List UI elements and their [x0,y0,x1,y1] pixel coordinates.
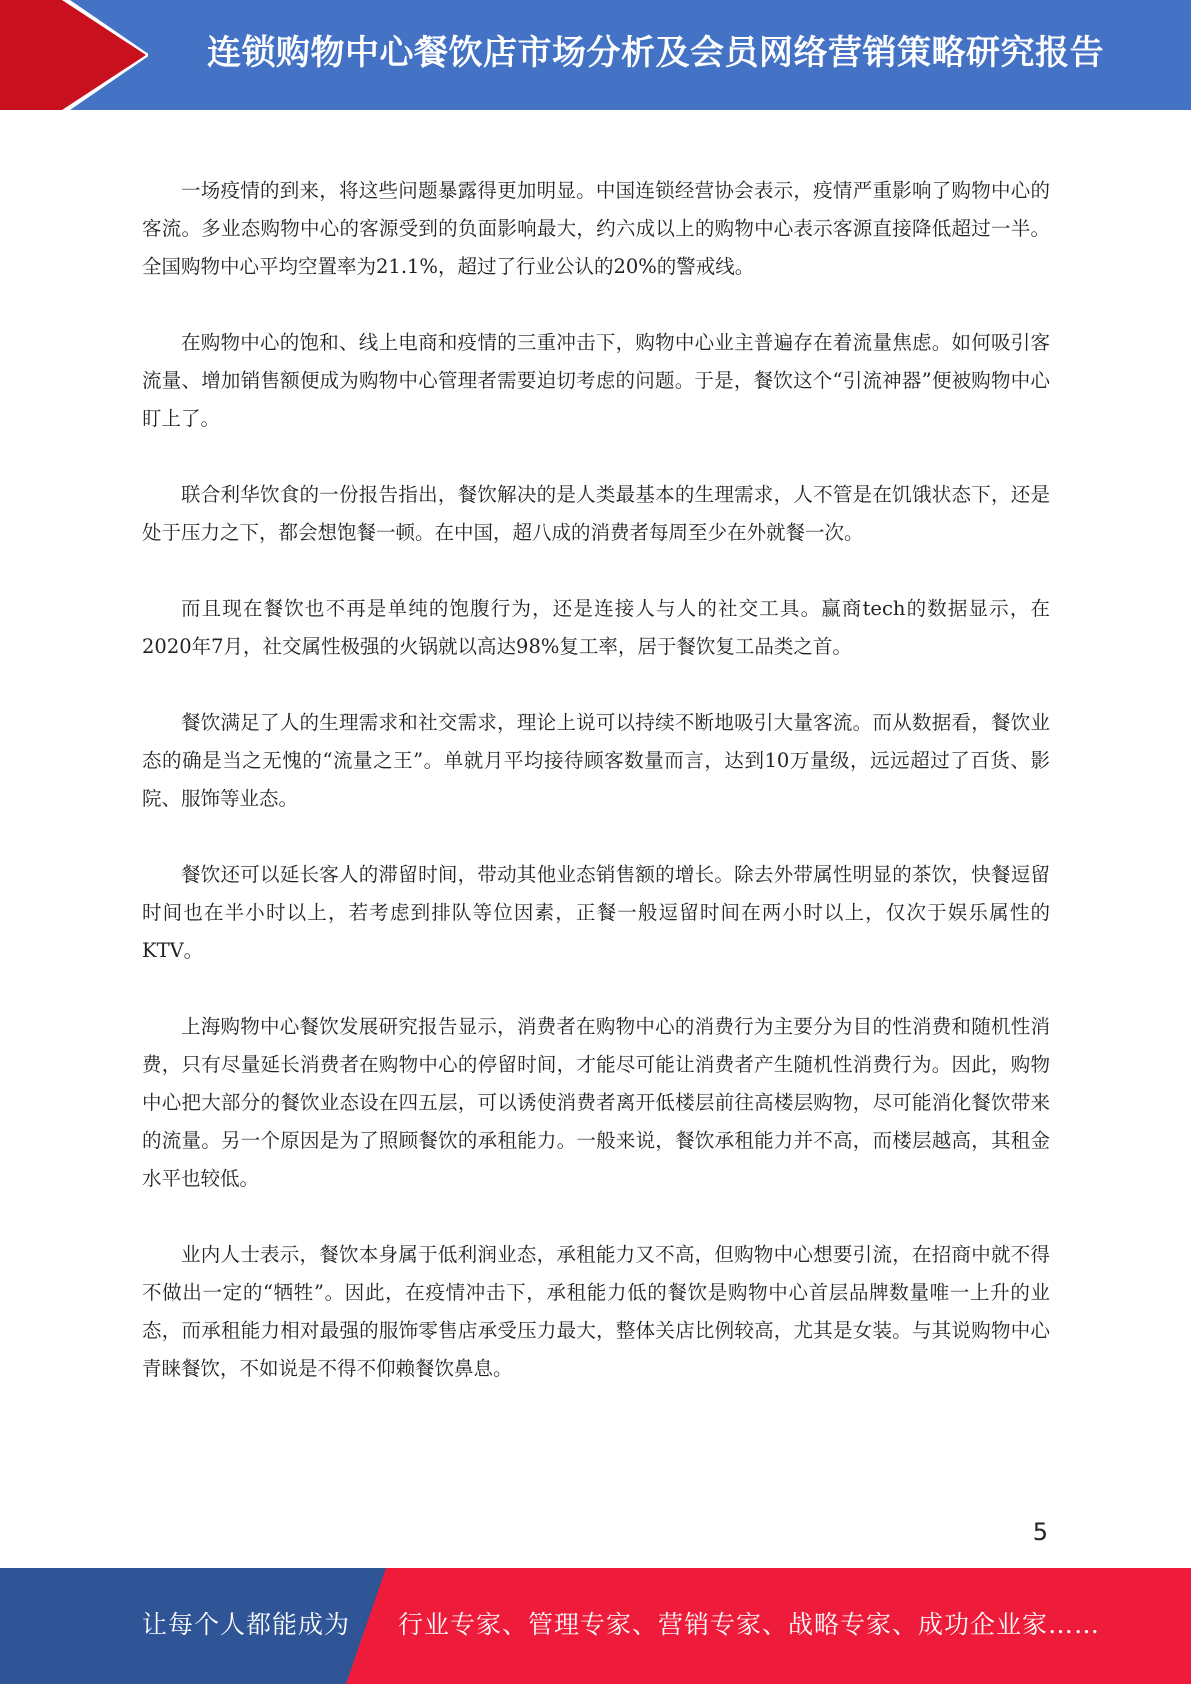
paragraph: 业内人士表示，餐饮本身属于低利润业态，承租能力又不高，但购物中心想要引流，在招商中就不得不做出一定的“牺牲”。因此，在疫情冲击下，承租能力低的餐饮是购物中心首层品牌数量唯一上升的业态，而承租能力相对最强的服饰零售店承受压力最大，整体关店比例较高，尤其是女装。与其说购物中心青睐餐饮，不如说是不得不仰赖餐饮鼻息。 [142,1243,1050,1380]
paragraph: 在购物中心的饱和、线上电商和疫情的三重冲击下，购物中心业主普遍存在着流量焦虑。如何吸引客流量、增加销售额便成为购物中心管理者需要迫切考虑的问题。于是，餐饮这个“引流神器”便被购物中心盯上了。 [142,331,1050,430]
paragraph: 联合利华饮食的一份报告指出，餐饮解决的是人类最基本的生理需求，人不管是在饥饿状态下，还是处于压力之下，都会想饱餐一顿。在中国，超八成的消费者每周至少在外就餐一次。 [142,483,1050,544]
page-number: 5 [1032,1518,1048,1546]
paragraph: 餐饮满足了人的生理需求和社交需求，理论上说可以持续不断地吸引大量客流。而从数据看，餐饮业态的确是当之无愧的“流量之王”。单就月平均接待顾客数量而言，达到10万量级，远远超过了百货、影院、服饰等业态。 [142,711,1050,810]
footer-slogan-roles: 行业专家、管理专家、营销专家、战略专家、成功企业家…… [398,1610,1101,1639]
footer-band [0,1568,1191,1684]
paragraph: 一场疫情的到来，将这些问题暴露得更加明显。中国连锁经营协会表示，疫情严重影响了购物中心的客流。多业态购物中心的客源受到的负面影响最大，约六成以上的购物中心表示客源直接降低超过一半。全国购物中心平均空置率为21.1%，超过了行业公认的20%的警戒线。 [142,179,1050,278]
document-title: 连锁购物中心餐饮店市场分析及会员网络营销策略研究报告 [207,33,1104,73]
paragraph: 上海购物中心餐饮发展研究报告显示，消费者在购物中心的消费行为主要分为目的性消费和随机性消费，只有尽量延长消费者在购物中心的停留时间，才能尽可能让消费者产生随机性消费行为。因此，购物中心把大部分的餐饮业态设在四五层，可以诱使消费者离开低楼层前往高楼层购物，尽可能消化餐饮带来的流量。另一个原因是为了照顾餐饮的承租能力。一般来说，餐饮承租能力并不高，而楼层越高，其租金水平也较低。 [142,1015,1050,1190]
article-body [142,172,1050,1426]
paragraph: 而且现在餐饮也不再是单纯的饱腹行为，还是连接人与人的社交工具。赢商tech的数据显示，在2020年7月，社交属性极强的火锅就以高达98%复工率，居于餐饮复工品类之首。 [142,597,1050,658]
footer-slogan-lead: 让每个人都能成为 [142,1610,351,1639]
header-band [0,0,1191,110]
paragraph: 餐饮还可以延长客人的滞留时间，带动其他业态销售额的增长。除去外带属性明显的茶饮，快餐逗留时间也在半小时以上，若考虑到排队等位因素，正餐一般逗留时间在两小时以上，仅次于娱乐属性的KTV。 [142,863,1050,962]
header-arrow-decoration [0,0,148,110]
